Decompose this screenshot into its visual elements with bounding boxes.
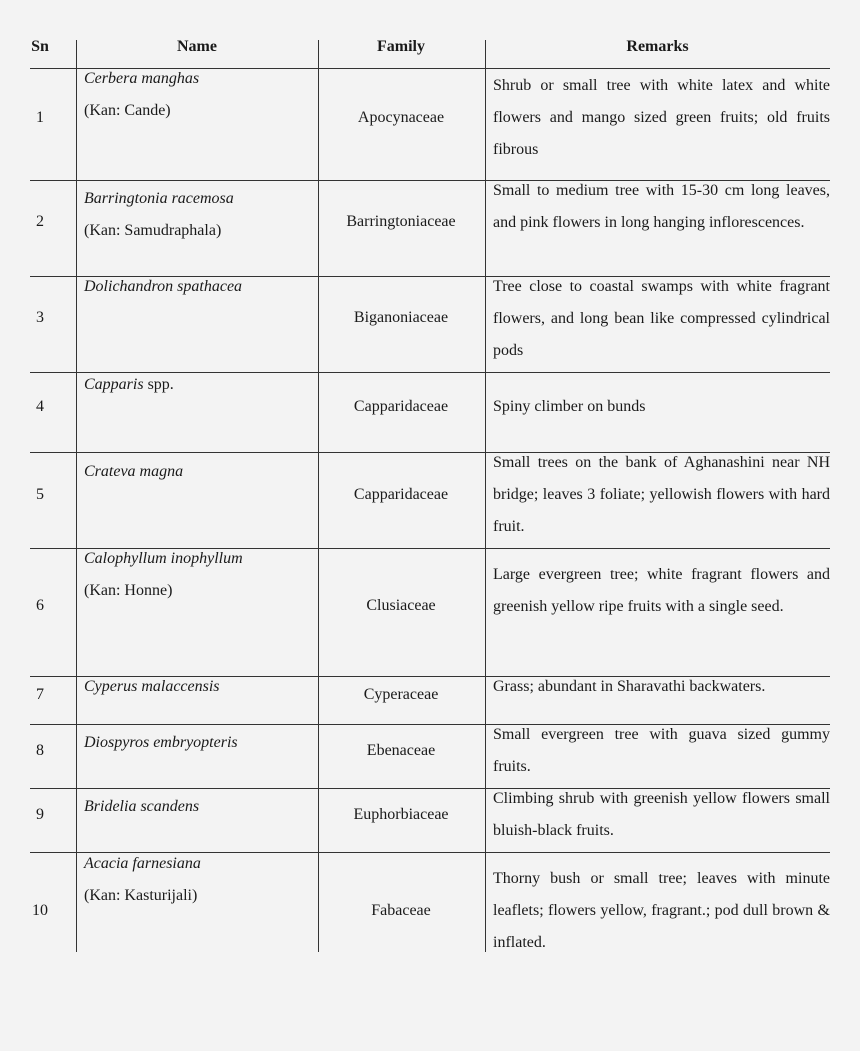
row-family: Capparidaceae: [353, 398, 449, 415]
scientific-name-text: Diospyros embryopteris: [84, 734, 238, 751]
kannada-name: (Kan: Cande): [84, 102, 171, 119]
row-sn: 3: [36, 309, 44, 326]
header-sn: Sn: [31, 38, 49, 55]
row-sn: 9: [36, 806, 44, 823]
row-name: [84, 848, 316, 912]
row-remarks: Small evergreen tree with guava sized gummy fruits.: [493, 726, 830, 775]
scientific-name-text: Capparis: [84, 376, 144, 393]
scientific-name: [84, 183, 316, 215]
row-remarks: Small to medium tree with 15-30 cm long leaves, and pink flowers in long hanging inflorescences.: [493, 182, 830, 231]
row-family: Apocynaceae: [357, 109, 445, 126]
scientific-name-text: Calophyllum inophyllum: [84, 550, 243, 567]
column-divider-family: [485, 40, 486, 952]
header-remarks: Remarks: [626, 38, 689, 55]
row-remarks: Climbing shrub with greenish yellow flowers small bluish-black fruits.: [493, 790, 830, 839]
column-divider-sn: [76, 40, 77, 952]
row-family: Ebenaceae: [366, 742, 436, 759]
row-sn: 4: [36, 398, 44, 415]
row-family: Capparidaceae: [353, 486, 449, 503]
header-family: Family: [377, 38, 425, 55]
row-family: Euphorbiaceae: [353, 806, 449, 823]
row-sn: 7: [36, 686, 44, 703]
row-name: [84, 271, 316, 303]
scientific-name-text: Bridelia scandens: [84, 798, 200, 815]
scientific-name: [84, 543, 316, 575]
row-name: [84, 183, 316, 247]
row-sn: 6: [36, 597, 44, 614]
row-family: Biganoniaceae: [353, 309, 449, 326]
row-family: Cyperaceae: [363, 686, 439, 703]
row-name: [84, 63, 316, 127]
header-name: Name: [177, 38, 217, 55]
scientific-name-suffix: spp.: [143, 376, 174, 393]
column-divider-name: [318, 40, 319, 952]
row-sn: 2: [36, 213, 44, 230]
row-name: [84, 791, 316, 823]
row-sn: 8: [36, 742, 44, 759]
table-top: [30, 0, 830, 1]
scientific-name: [84, 791, 316, 823]
row-remarks: Large evergreen tree; white fragrant flowers and greenish yellow ripe fruits with a single seed.: [493, 566, 830, 615]
scientific-name-text: Acacia farnesiana: [84, 855, 201, 872]
scientific-name-text: Cerbera manghas: [84, 70, 200, 87]
scientific-name-text: Dolichandron spathacea: [84, 278, 243, 295]
kannada-name: (Kan: Honne): [84, 582, 173, 599]
row-remarks: Tree close to coastal swamps with white fragrant flowers, and long bean like compressed cylindrical pods: [493, 278, 830, 359]
row-sn: 5: [36, 486, 44, 503]
row-remarks: Shrub or small tree with white latex and white flowers and mango sized green fruits; old fruits fibrous: [493, 77, 830, 158]
row-name: [84, 369, 316, 401]
row-name: [84, 543, 316, 607]
row-name: [84, 727, 316, 759]
scientific-name-text: Crateva magna: [84, 463, 184, 480]
row-remarks: Spiny climber on bunds: [493, 398, 646, 415]
scientific-name-text: Barringtonia racemosa: [84, 190, 234, 207]
row-remarks: Small trees on the bank of Aghanashini near NH bridge; leaves 3 foliate; yellowish flowers with hard fruit.: [493, 454, 830, 535]
kannada-name: (Kan: Kasturijali): [84, 887, 198, 904]
kannada-name: (Kan: Samudraphala): [84, 222, 222, 239]
scientific-name: [84, 271, 316, 303]
row-sn: 10: [32, 902, 48, 919]
scientific-name: [84, 671, 316, 703]
scientific-name: [84, 727, 316, 759]
row-name: [84, 456, 316, 488]
scientific-name: [84, 848, 316, 880]
scientific-name: [84, 456, 316, 488]
row-family: Barringtoniaceae: [346, 213, 456, 230]
row-remarks: Grass; abundant in Sharavathi backwaters.: [493, 678, 766, 695]
row-family: Clusiaceae: [366, 597, 436, 614]
row-remarks: Thorny bush or small tree; leaves with minute leaflets; flowers yellow, fragrant.; pod dull brown & inflated.: [493, 870, 830, 951]
row-family: Fabaceae: [371, 902, 431, 919]
row-name: [84, 671, 316, 703]
row-sn: 1: [36, 109, 44, 126]
scientific-name-text: Cyperus malaccensis: [84, 678, 220, 695]
scientific-name: [84, 369, 316, 401]
scientific-name: [84, 63, 316, 95]
